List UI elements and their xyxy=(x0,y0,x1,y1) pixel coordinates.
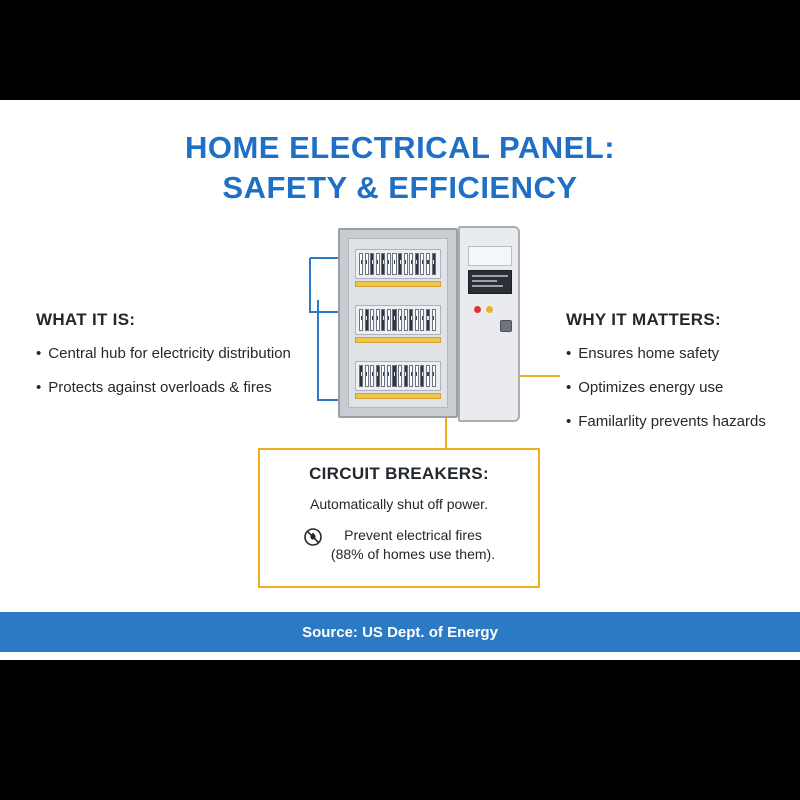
electrical-panel-illustration xyxy=(330,228,530,428)
bullet-icon: • xyxy=(566,345,572,362)
bullet-icon: • xyxy=(36,345,42,362)
what-it-is-heading: WHAT IT IS: xyxy=(36,310,136,329)
indicator-light-yellow xyxy=(486,306,493,313)
breaker-row xyxy=(355,305,441,335)
callout-fact xyxy=(260,526,538,564)
door-latch-icon xyxy=(500,320,512,332)
bus-bar xyxy=(355,281,441,287)
why-it-matters-heading: WHY IT MATTERS: xyxy=(566,310,721,329)
panel-interior xyxy=(348,238,448,408)
no-fire-icon xyxy=(303,527,323,552)
callout-fact-text xyxy=(331,526,495,564)
bus-bar xyxy=(355,337,441,343)
what-it-is-section xyxy=(36,310,326,412)
title-line-2: SAFETY & EFFICIENCY xyxy=(222,170,578,205)
bus-bar xyxy=(355,393,441,399)
list-item-label: Central hub for electricity distribution xyxy=(48,345,291,362)
indicator-light-red xyxy=(474,306,481,313)
door-display-screen xyxy=(468,270,512,294)
list-item-label: Ensures home safety xyxy=(578,345,720,362)
callout-title: CIRCUIT BREAKERS: xyxy=(309,464,489,483)
title-line-1: HOME ELECTRICAL PANEL: xyxy=(184,130,616,165)
circuit-breakers-callout xyxy=(258,448,540,588)
callout-fact-line-2: (88% of homes use them). xyxy=(330,546,496,562)
why-it-matters-section xyxy=(566,310,796,446)
list-item-label: Optimizes energy use xyxy=(578,379,724,396)
panel-body xyxy=(338,228,458,418)
panel-door xyxy=(458,226,520,422)
list-item xyxy=(36,378,326,398)
infographic-canvas xyxy=(0,100,800,660)
source-bar xyxy=(0,612,800,652)
list-item-label: Familarlity prevents hazards xyxy=(578,413,766,430)
list-item xyxy=(566,412,796,432)
callout-fact-line-1: Prevent electrical fires xyxy=(344,527,482,543)
list-item xyxy=(566,378,796,398)
breaker-row xyxy=(355,361,441,391)
callout-subtitle: Automatically shut off power. xyxy=(310,496,488,512)
bullet-icon: • xyxy=(566,413,572,430)
door-label-plate xyxy=(468,246,512,266)
list-item-label: Protects against overloads & fires xyxy=(48,379,272,396)
source-label: Source: US Dept. of Energy xyxy=(302,623,498,641)
breaker-row xyxy=(355,249,441,279)
bullet-icon: • xyxy=(36,379,42,396)
door-indicator-lights xyxy=(474,300,506,308)
page-title xyxy=(0,128,800,208)
bullet-icon: • xyxy=(566,379,572,396)
list-item xyxy=(566,344,796,364)
list-item xyxy=(36,344,326,364)
